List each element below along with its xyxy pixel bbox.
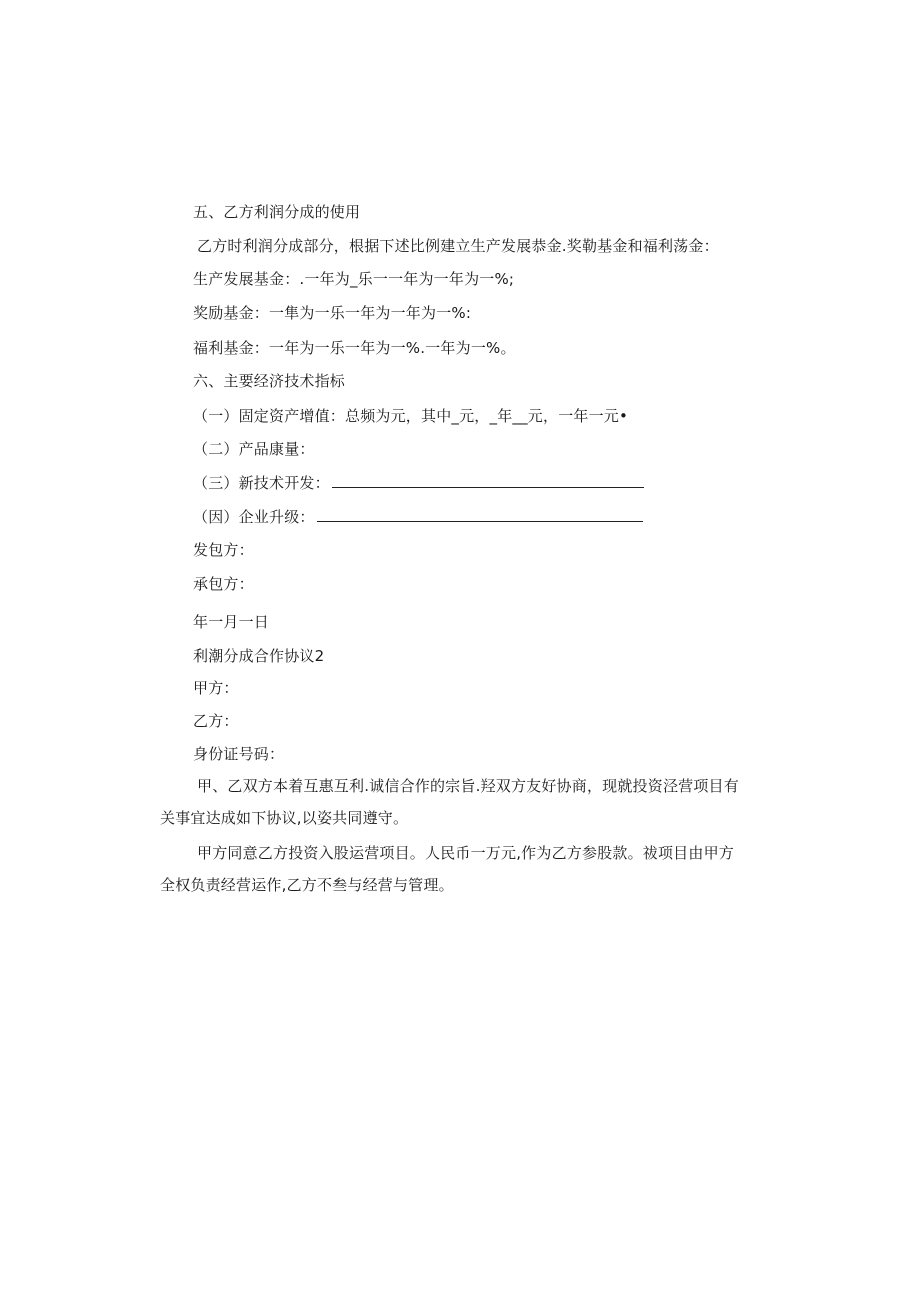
section-heading-5: 五、乙方利润分成的使用 xyxy=(193,203,361,221)
paragraph-intro-line1: 甲、乙双方本着互惠互利.诚信合作的宗旨.羟双方友好协商，现就投资泾营项目有 xyxy=(197,777,739,795)
indicator-1: （一）固定资产增值：总频为元，其中_元，_年__元，一年一元• xyxy=(193,407,629,425)
paragraph-agreement-line1: 甲方同意乙方投资入股运营项目。人民币一万元,作为乙方参股款。祓项目由甲方 xyxy=(197,844,734,862)
fund-welfare: 福利基金：一年为一乐一年为一%.一年为一%。 xyxy=(193,339,516,357)
section-heading-6: 六、主要经济技术指标 xyxy=(193,372,346,390)
id-number: 身份证号码： xyxy=(193,745,285,763)
indicator-4-row xyxy=(193,507,643,527)
fund-reward: 奖励基金：一隼为一乐一年为一年为一%: xyxy=(193,304,472,322)
party-contractor: 发包方： xyxy=(193,541,254,559)
indicator-3-row xyxy=(193,473,644,493)
party-contractee: 承包方： xyxy=(193,575,254,593)
party-a: 甲方： xyxy=(193,679,239,697)
indicator-4: （因）企业升级： xyxy=(193,508,315,526)
party-b: 乙方： xyxy=(193,712,239,730)
fund-production: 生产发展基金：.一年为_乐一一年为一年为一%; xyxy=(193,270,515,288)
paragraph-profit-usage: 乙方时利润分成部分，根据下述比例建立生产发展恭金.奖勒基金和福利荡金： xyxy=(197,237,719,255)
indicator-2: （二）产品康量： xyxy=(193,440,315,458)
blank-line xyxy=(332,473,644,488)
date-line: 年一月一日 xyxy=(193,613,270,631)
paragraph-agreement-line2: 全权负责经营运作,乙方不叁与经营与管理。 xyxy=(160,876,454,894)
document-title: 利潮分成合作协议2 xyxy=(193,647,325,665)
indicator-3: （三）新技术开发： xyxy=(193,474,330,492)
blank-line xyxy=(317,507,643,522)
paragraph-intro-line2: 关事宜达成如下协议,以姿共同遵守。 xyxy=(160,809,409,827)
